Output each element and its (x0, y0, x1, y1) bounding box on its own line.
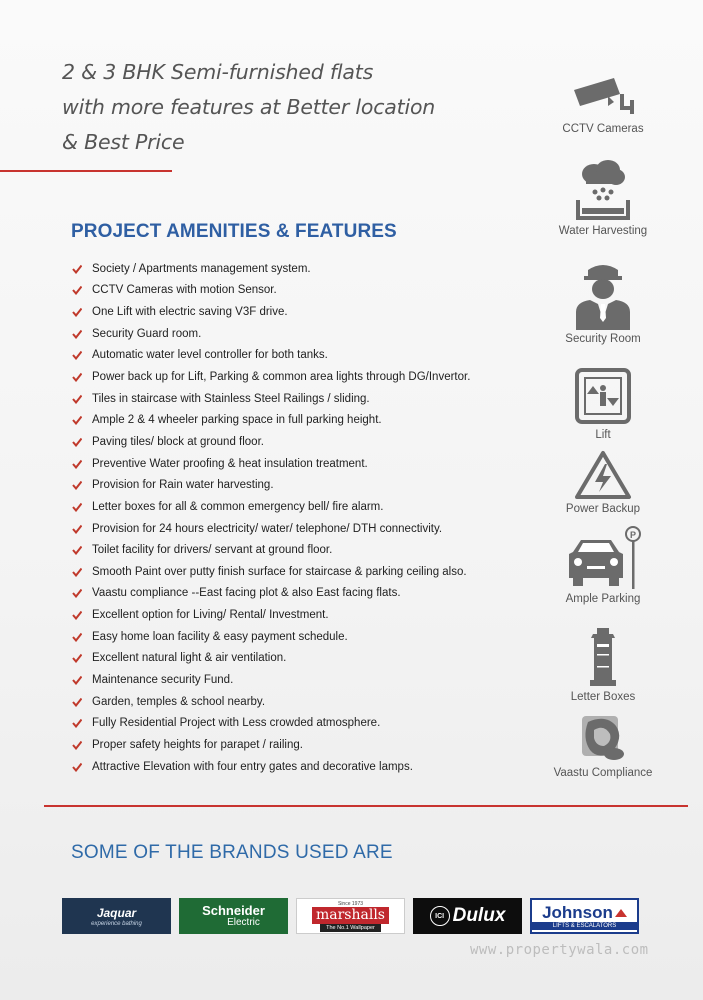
amenity-text: Preventive Water proofing & heat insulation treatment. (92, 457, 368, 470)
amenity-text: Vaastu compliance --East facing plot & also East facing flats. (92, 587, 401, 600)
amenity-text: Garden, temples & school nearby. (92, 695, 266, 708)
amenity-text: Fully Residential Project with Less crowded atmosphere. (92, 717, 381, 730)
tagline (62, 55, 482, 160)
brand-logo-jaquar (62, 898, 171, 934)
watermark: www.propertywala.com (470, 942, 649, 958)
feature-label: Power Backup (565, 503, 641, 515)
feature-label: Vaastu Compliance (553, 767, 653, 779)
feature-label: Security Room (565, 333, 641, 345)
amenity-item (72, 604, 552, 626)
brand-name: Jaquar (96, 905, 137, 920)
amenity-text: One Lift with electric saving V3F drive. (92, 306, 288, 319)
brand-logo-dulux (413, 898, 522, 934)
svg-text:P: P (630, 530, 637, 540)
amenity-text: Proper safety heights for parapet / railing. (92, 738, 303, 751)
checkmark-icon (72, 653, 82, 663)
checkmark-icon (72, 524, 82, 534)
amenity-item (72, 691, 552, 713)
checkmark-icon (72, 459, 82, 469)
amenities-list (72, 258, 552, 777)
feature-letter-boxes (548, 626, 658, 703)
tagline-line-3: & Best Price (62, 130, 185, 154)
amenity-item (72, 409, 552, 431)
amenity-text: Provision for Rain water harvesting. (92, 479, 274, 492)
amenity-item (72, 539, 552, 561)
amenity-text: Tiles in staircase with Stainless Steel Railings / sliding. (92, 392, 370, 405)
checkmark-icon (72, 285, 82, 295)
checkmark-icon (72, 740, 82, 750)
brand-name: Johnson (542, 902, 613, 922)
brand-tagline: The No.1 Wallpaper (320, 924, 381, 932)
checkmark-icon (72, 632, 82, 642)
checkmark-icon (72, 610, 82, 620)
amenity-item (72, 496, 552, 518)
amenity-item (72, 388, 552, 410)
amenity-item (72, 734, 552, 756)
checkmark-icon (72, 697, 82, 707)
amenity-item (72, 669, 552, 691)
checkmark-icon (72, 545, 82, 555)
amenity-item (72, 712, 552, 734)
tagline-line-1: 2 & 3 BHK Semi-furnished flats (62, 60, 374, 84)
brand-tagline: LIFTS & ESCALATORS (532, 922, 637, 930)
amenity-text: Paving tiles/ block at ground floor. (92, 435, 264, 448)
feature-cctv (548, 72, 658, 135)
brand-name: Schneider (202, 903, 265, 918)
feature-power-backup (548, 450, 658, 515)
vaastu-icon (576, 712, 630, 764)
roof-icon (615, 909, 627, 917)
checkmark-icon (72, 372, 82, 382)
parking-car-icon (563, 526, 643, 590)
amenity-text: Excellent option for Living/ Rental/ Investment. (92, 609, 329, 622)
brand-tagline: Electric (227, 917, 260, 928)
checkmark-icon (72, 762, 82, 772)
checkmark-icon (72, 350, 82, 360)
checkmark-icon (72, 329, 82, 339)
feature-label: Water Harvesting (558, 225, 648, 237)
checkmark-icon (72, 394, 82, 404)
brand-tagline: experience bathing (91, 920, 142, 927)
amenity-item (72, 301, 552, 323)
amenity-item (72, 258, 552, 280)
amenity-item (72, 626, 552, 648)
brand-logo-johnson (530, 898, 639, 934)
amenity-item (72, 583, 552, 605)
brand-name-row (542, 903, 627, 922)
checkmark-icon (72, 675, 82, 685)
feature-label: Letter Boxes (570, 691, 636, 703)
letter-box-icon (583, 626, 623, 688)
amenity-item (72, 323, 552, 345)
amenity-text: Attractive Elevation with four entry gates and decorative lamps. (92, 760, 413, 773)
brands-heading: SOME OF THE BRANDS USED ARE (71, 842, 393, 863)
checkmark-icon (72, 588, 82, 598)
amenity-text: Letter boxes for all & common emergency bell/ fire alarm. (92, 500, 384, 513)
amenity-text: Automatic water level controller for both tanks. (92, 349, 328, 362)
amenity-text: Maintenance security Fund. (92, 673, 234, 686)
amenity-item (72, 518, 552, 540)
brand-name: Dulux (452, 905, 506, 926)
amenity-text: Ample 2 & 4 wheeler parking space in full parking height. (92, 414, 382, 427)
power-backup-icon (573, 450, 633, 500)
brand-logo-schneider (179, 898, 288, 934)
security-guard-icon (568, 260, 638, 330)
checkmark-icon (72, 567, 82, 577)
amenity-text: Toilet facility for drivers/ servant at ground floor. (92, 544, 333, 557)
feature-label: Lift (595, 429, 611, 441)
amenity-item (72, 474, 552, 496)
amenity-text: Power back up for Lift, Parking & common area lights through DG/Invertor. (92, 371, 471, 384)
amenity-text: Easy home loan facility & easy payment schedule. (92, 630, 348, 643)
checkmark-icon (72, 307, 82, 317)
amenity-item (72, 345, 552, 367)
cctv-camera-icon (568, 72, 638, 120)
checkmark-icon (72, 264, 82, 274)
brand-name: marshalls (312, 907, 389, 924)
water-harvesting-icon (568, 160, 638, 222)
amenity-item (72, 453, 552, 475)
amenity-item (72, 561, 552, 583)
amenity-item (72, 366, 552, 388)
feature-vaastu (548, 712, 658, 779)
amenity-text: Security Guard room. (92, 327, 202, 340)
feature-security-room (548, 260, 658, 345)
amenity-item (72, 756, 552, 778)
bottom-red-divider (44, 805, 688, 807)
checkmark-icon (72, 480, 82, 490)
amenity-text: Smooth Paint over putty finish surface for staircase & parking ceiling also. (92, 565, 467, 578)
amenities-heading: PROJECT AMENITIES & FEATURES (71, 221, 397, 242)
feature-water-harvesting (548, 160, 658, 237)
amenity-item (72, 431, 552, 453)
ici-badge-icon: ICI (430, 906, 450, 926)
checkmark-icon (72, 718, 82, 728)
checkmark-icon (72, 502, 82, 512)
amenity-text: Society / Apartments management system. (92, 262, 311, 275)
tagline-line-2: with more features at Better location (62, 95, 436, 119)
amenity-text: CCTV Cameras with motion Sensor. (92, 284, 277, 297)
amenity-item (72, 280, 552, 302)
feature-ample-parking (548, 526, 658, 605)
brand-since: Since 1973 (337, 900, 364, 907)
checkmark-icon (72, 415, 82, 425)
top-red-divider (0, 170, 172, 172)
feature-label: CCTV Cameras (562, 123, 644, 135)
checkmark-icon (72, 437, 82, 447)
amenity-text: Provision for 24 hours electricity/ water/ telephone/ DTH connectivity. (92, 522, 443, 535)
lift-icon (573, 368, 633, 426)
amenity-item (72, 648, 552, 670)
feature-lift (548, 368, 658, 441)
amenity-text: Excellent natural light & air ventilation. (92, 652, 287, 665)
brand-logo-marshalls (296, 898, 405, 934)
feature-label: Ample Parking (565, 593, 641, 605)
